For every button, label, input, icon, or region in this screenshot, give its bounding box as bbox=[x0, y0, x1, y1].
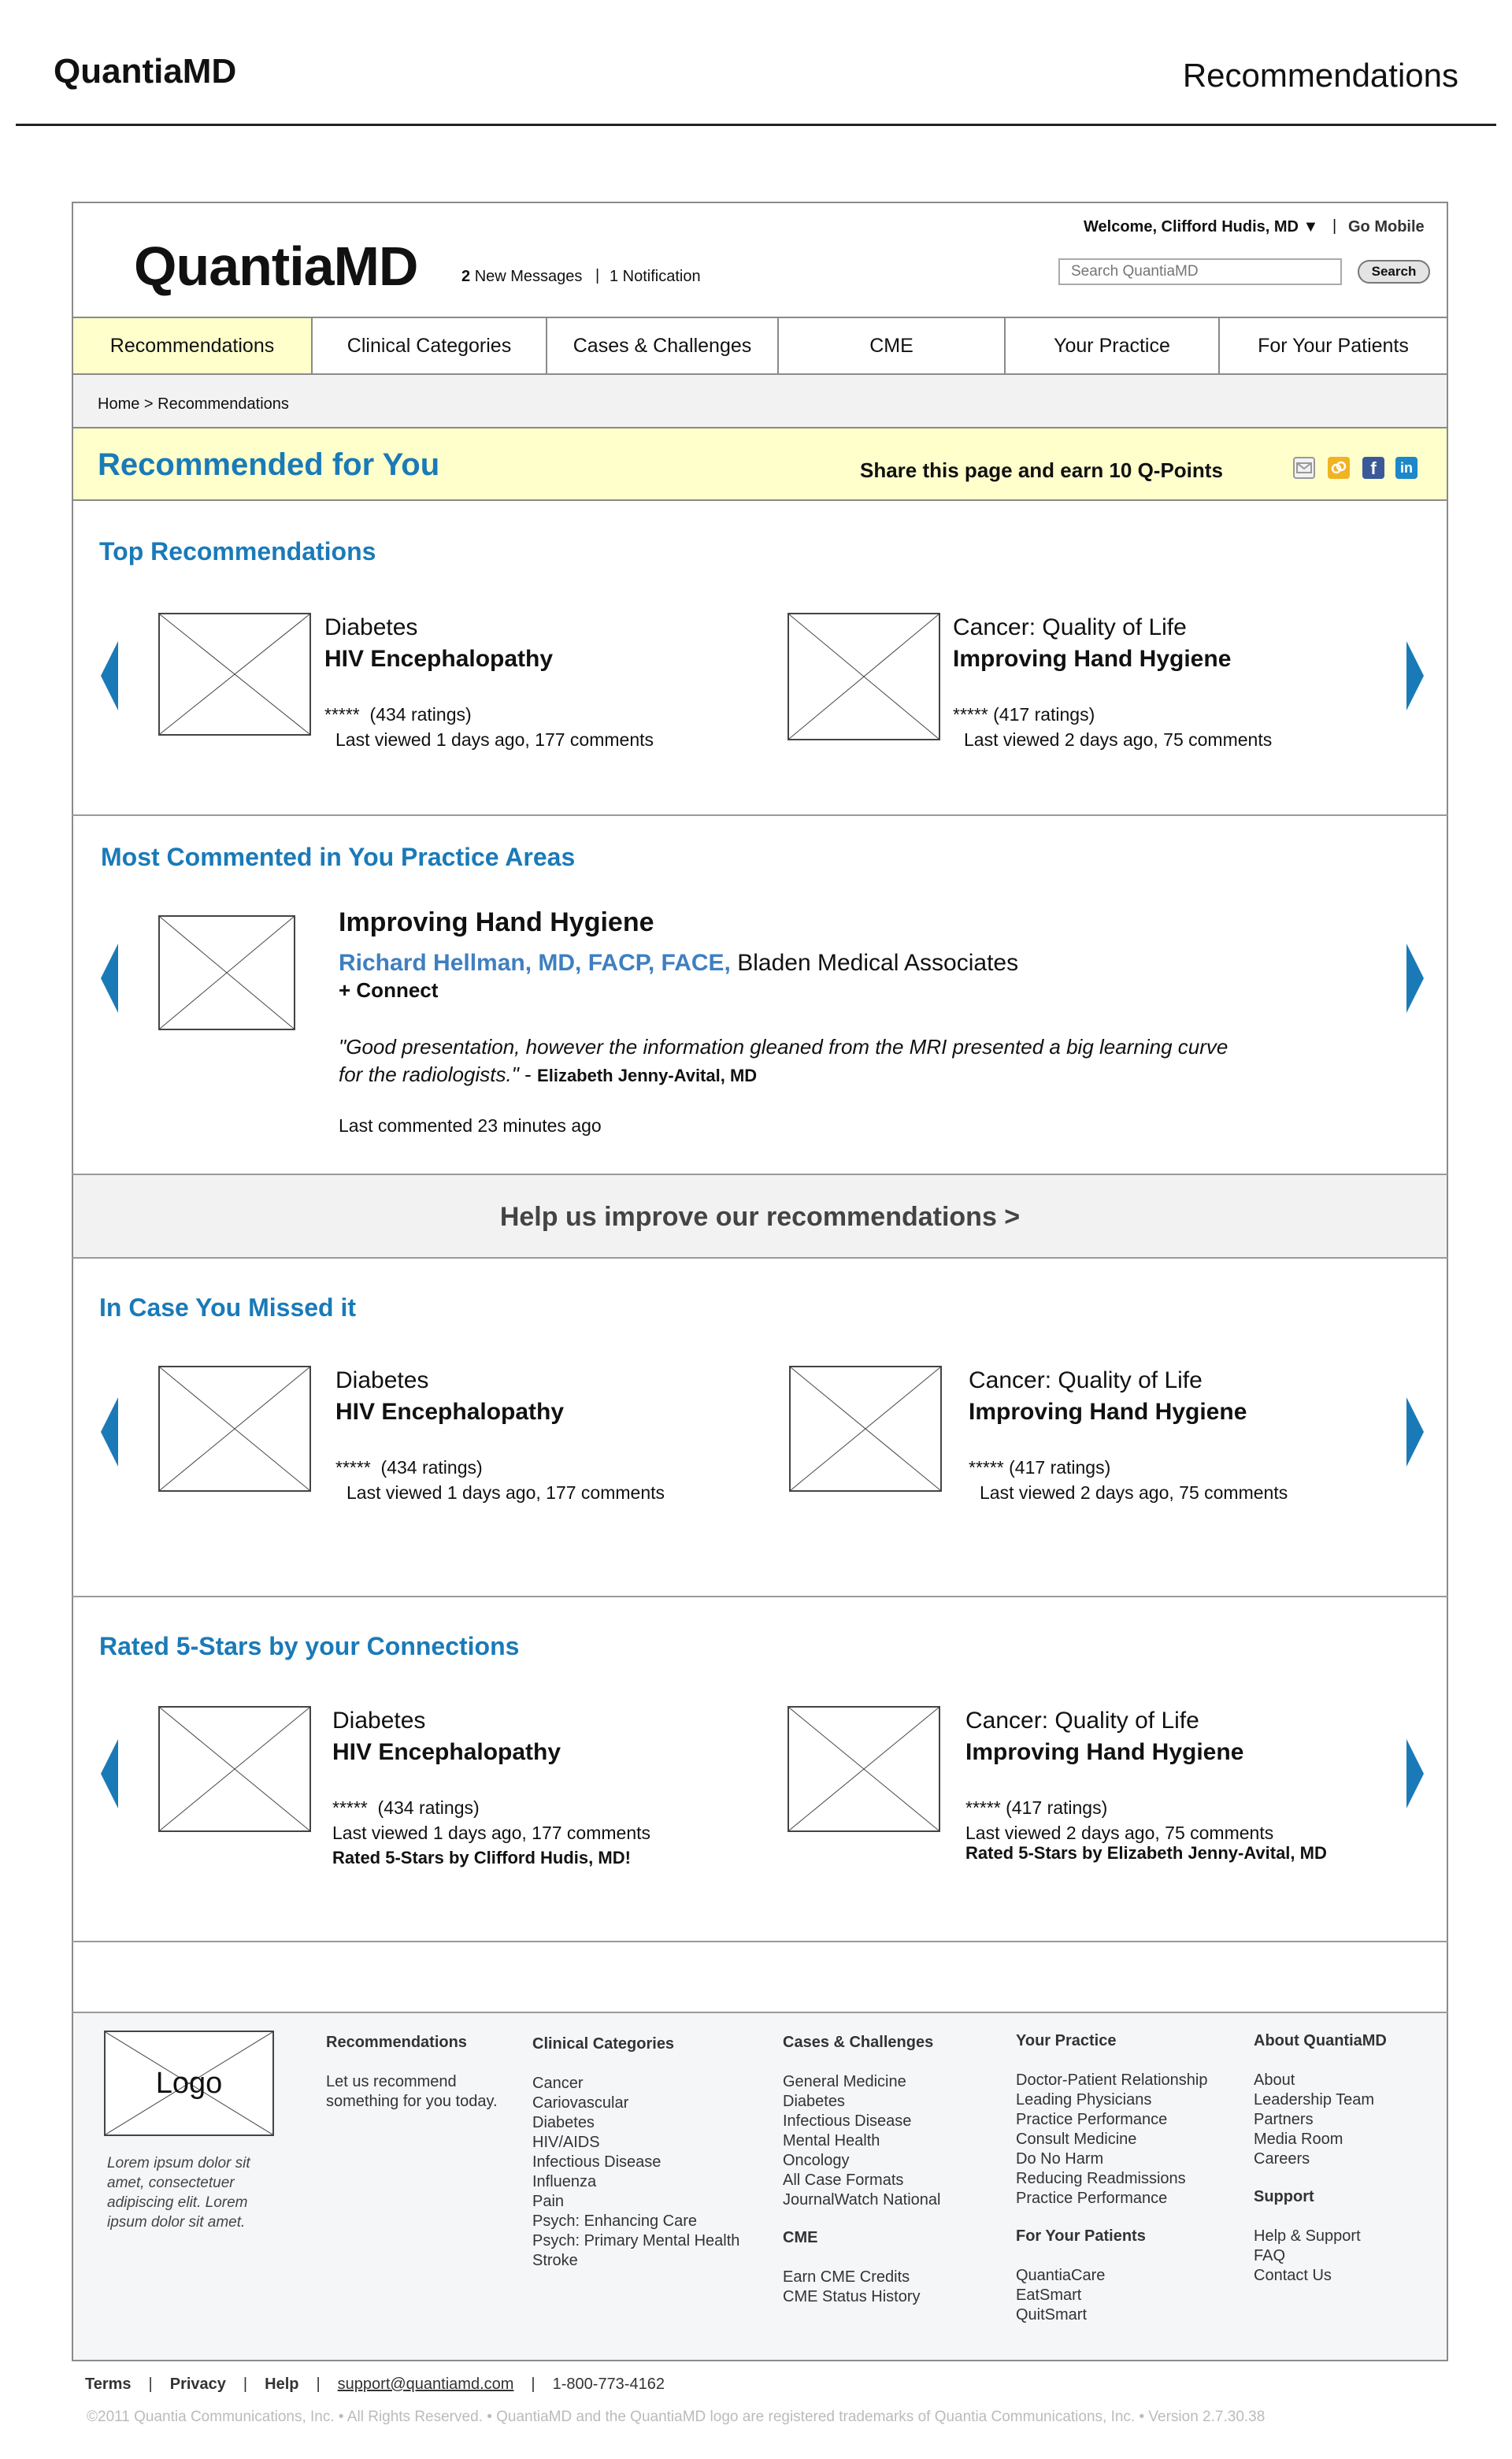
tab-your-practice[interactable]: Your Practice bbox=[1006, 318, 1220, 373]
footer-link[interactable]: Cancer bbox=[532, 2075, 584, 2092]
thumbnail-placeholder[interactable] bbox=[788, 1706, 940, 1832]
footer-col-recommendations bbox=[326, 2034, 498, 2112]
tab-for-your-patients[interactable]: For Your Patients bbox=[1258, 334, 1409, 357]
item-category: Diabetes bbox=[335, 1367, 429, 1393]
quote-dash: - bbox=[524, 1063, 532, 1086]
footer-link[interactable]: CME Status History bbox=[783, 2288, 921, 2305]
linkedin-icon[interactable]: in bbox=[1395, 457, 1418, 479]
annotation-divider bbox=[16, 124, 1496, 126]
thumbnail-placeholder[interactable] bbox=[158, 613, 311, 736]
footer-link[interactable]: Practice Performance bbox=[1016, 2111, 1168, 2128]
quote-line: "Good presentation, however the information gleaned from the MRI presented a big learning curve bbox=[339, 1035, 1228, 1059]
footer-link[interactable]: Psych: Primary Mental Health bbox=[532, 2232, 740, 2249]
item-rating: ***** (417 ratings) bbox=[953, 704, 1095, 725]
go-mobile-link[interactable]: Go Mobile bbox=[1348, 218, 1425, 236]
carousel-next-arrow[interactable] bbox=[1406, 641, 1424, 710]
footer-logo[interactable] bbox=[104, 2031, 274, 2136]
footer-heading[interactable]: Cases & Challenges bbox=[783, 2034, 934, 2051]
carousel-prev-arrow[interactable] bbox=[101, 944, 118, 1013]
carousel-prev-arrow[interactable] bbox=[101, 641, 118, 710]
item-title[interactable]: HIV Encephalopathy bbox=[335, 1399, 565, 1425]
bottom-separator: | bbox=[148, 2376, 153, 2393]
page-title: Recommended for You bbox=[98, 447, 440, 482]
link-icon[interactable] bbox=[1328, 457, 1350, 479]
bottom-separator: | bbox=[243, 2376, 248, 2393]
section-divider bbox=[72, 814, 1448, 816]
item-rating: ***** (434 ratings) bbox=[335, 1457, 483, 1478]
footer-heading[interactable]: About QuantiaMD bbox=[1254, 2032, 1387, 2049]
author-org: Bladen Medical Associates bbox=[737, 950, 1019, 976]
thumbnail-placeholder[interactable] bbox=[789, 1366, 942, 1492]
terms-link[interactable]: Terms bbox=[85, 2376, 132, 2393]
breadcrumb[interactable]: Home > Recommendations bbox=[98, 395, 289, 413]
footer-col-cases bbox=[783, 2034, 940, 2307]
copyright: ©2011 Quantia Communications, Inc. • All Rights Reserved. • QuantiaMD and the QuantiaMD logo are registered trademarks of Quantia Communications, Inc. • Version 2.7.30.38 bbox=[87, 2409, 1266, 2425]
footer-link[interactable]: Do No Harm bbox=[1016, 2150, 1104, 2168]
footer-link[interactable]: FAQ bbox=[1254, 2247, 1286, 2264]
welcome-menu[interactable]: Welcome, Clifford Hudis, MD ▼ bbox=[1084, 218, 1319, 236]
footer-link[interactable]: Infectious Disease bbox=[783, 2112, 912, 2130]
quote bbox=[339, 1033, 1228, 1089]
tab-recommendations[interactable]: Recommendations bbox=[73, 318, 313, 373]
item-meta: Last viewed 2 days ago, 75 comments bbox=[965, 1823, 1274, 1843]
footer-heading[interactable]: CME bbox=[783, 2229, 818, 2246]
last-commented: Last commented 23 minutes ago bbox=[339, 1115, 602, 1136]
footer-link[interactable]: EatSmart bbox=[1016, 2287, 1082, 2304]
rated-by: Rated 5-Stars by Elizabeth Jenny-Avital, MD bbox=[965, 1843, 1327, 1863]
search-button[interactable]: Search bbox=[1358, 260, 1430, 284]
support-email-link[interactable]: support@quantiamd.com bbox=[337, 2376, 514, 2393]
lorem-line: ipsum dolor sit amet. bbox=[107, 2214, 246, 2231]
item-rating: ***** (434 ratings) bbox=[332, 1797, 480, 1818]
footer-lorem bbox=[107, 2153, 250, 2232]
search-input[interactable] bbox=[1058, 258, 1342, 285]
section-divider bbox=[72, 1596, 1448, 1597]
footer-link[interactable]: Reducing Readmissions bbox=[1016, 2170, 1186, 2187]
share-text: Share this page and earn 10 Q-Points bbox=[860, 458, 1223, 482]
messages-count: 2 bbox=[461, 268, 471, 285]
annotation-page-name: Recommendations bbox=[1182, 57, 1458, 94]
author-line bbox=[339, 950, 1018, 977]
footer-heading[interactable]: Clinical Categories bbox=[532, 2035, 675, 2053]
item-title[interactable]: Improving Hand Hygiene bbox=[969, 1399, 1247, 1425]
improve-link[interactable]: Help us improve our recommendations > bbox=[499, 1202, 1021, 1232]
messages-label: New Messages bbox=[474, 268, 583, 285]
thumbnail-placeholder[interactable] bbox=[788, 613, 940, 740]
thumbnail-placeholder[interactable] bbox=[158, 1366, 311, 1492]
privacy-link[interactable]: Privacy bbox=[169, 2376, 226, 2393]
lorem-line: Lorem ipsum dolor sit bbox=[107, 2155, 250, 2172]
rated-title: Rated 5-Stars by your Connections bbox=[99, 1632, 520, 1660]
bottom-separator: | bbox=[531, 2376, 536, 2393]
footer-link[interactable]: HIV/AIDS bbox=[532, 2134, 600, 2151]
footer-link[interactable]: QuitSmart bbox=[1016, 2306, 1088, 2324]
item-meta: Last viewed 2 days ago, 75 comments bbox=[980, 1482, 1288, 1503]
annotation-app-name: QuantiaMD bbox=[54, 52, 237, 91]
item-title[interactable]: HIV Encephalopathy bbox=[324, 646, 554, 672]
item-title[interactable]: Improving Hand Hygiene bbox=[339, 907, 654, 937]
item-rating: ***** (434 ratings) bbox=[324, 704, 472, 725]
connect-button[interactable]: + Connect bbox=[339, 978, 439, 1002]
header-separator: | bbox=[1332, 217, 1337, 235]
footer-link[interactable]: QuantiaCare bbox=[1016, 2267, 1106, 2284]
quote-author[interactable]: Elizabeth Jenny-Avital, MD bbox=[537, 1066, 758, 1085]
thumbnail-placeholder[interactable] bbox=[158, 915, 295, 1030]
footer-link[interactable]: something for you today. bbox=[326, 2093, 498, 2110]
footer-link[interactable]: Partners bbox=[1254, 2111, 1314, 2128]
author-name[interactable]: Richard Hellman, MD, FACP, FACE, bbox=[339, 950, 731, 976]
footer-col-clinical bbox=[532, 2035, 739, 2271]
footer-link[interactable]: Earn CME Credits bbox=[783, 2268, 910, 2286]
footer-col-about bbox=[1254, 2032, 1387, 2286]
lorem-line: amet, consectetuer bbox=[107, 2175, 235, 2191]
missed-title: In Case You Missed it bbox=[99, 1293, 357, 1322]
top-recommendations-title: Top Recommendations bbox=[99, 537, 376, 566]
carousel-next-arrow[interactable] bbox=[1406, 1397, 1424, 1467]
quote-text: for the radiologists." bbox=[339, 1063, 519, 1086]
section-divider bbox=[72, 1257, 1448, 1259]
item-meta: Last viewed 1 days ago, 177 comments bbox=[332, 1823, 651, 1843]
footer-link[interactable]: Diabetes bbox=[532, 2114, 595, 2131]
footer-link[interactable]: Pain bbox=[532, 2193, 565, 2210]
email-icon[interactable] bbox=[1293, 457, 1315, 479]
bottom-links bbox=[85, 2376, 665, 2394]
footer-link[interactable]: Diabetes bbox=[783, 2093, 845, 2110]
footer-link[interactable]: Psych: Enhancing Care bbox=[532, 2212, 698, 2230]
carousel-next-arrow[interactable] bbox=[1406, 944, 1424, 1013]
item-title[interactable]: Improving Hand Hygiene bbox=[953, 646, 1232, 672]
footer-link[interactable]: JournalWatch National bbox=[783, 2191, 941, 2209]
footer-link[interactable]: About bbox=[1254, 2071, 1295, 2089]
item-meta: Last viewed 1 days ago, 177 comments bbox=[335, 729, 654, 750]
carousel-next-arrow[interactable] bbox=[1406, 1739, 1424, 1808]
item-title[interactable]: Improving Hand Hygiene bbox=[965, 1739, 1244, 1765]
footer-link[interactable]: Stroke bbox=[532, 2252, 578, 2269]
tab-cme[interactable]: CME bbox=[779, 318, 1006, 373]
section-divider bbox=[72, 1941, 1448, 1942]
carousel-prev-arrow[interactable] bbox=[101, 1397, 118, 1467]
footer-link[interactable]: Mental Health bbox=[783, 2132, 880, 2149]
item-rating: ***** (417 ratings) bbox=[965, 1797, 1108, 1818]
site-logo[interactable]: QuantiaMD bbox=[134, 236, 418, 297]
footer-link[interactable]: Consult Medicine bbox=[1016, 2131, 1137, 2148]
footer-link[interactable]: General Medicine bbox=[783, 2073, 906, 2090]
item-title[interactable]: HIV Encephalopathy bbox=[332, 1739, 561, 1765]
rated-by: Rated 5-Stars by Clifford Hudis, MD! bbox=[332, 1848, 631, 1867]
footer-link[interactable]: Cariovascular bbox=[532, 2094, 629, 2112]
footer-link[interactable]: Practice Performance bbox=[1016, 2190, 1168, 2207]
item-meta: Last viewed 2 days ago, 75 comments bbox=[964, 729, 1273, 750]
footer-heading[interactable]: Your Practice bbox=[1016, 2032, 1117, 2049]
carousel-prev-arrow[interactable] bbox=[101, 1739, 118, 1808]
footer-link[interactable]: All Case Formats bbox=[783, 2172, 904, 2189]
footer-link[interactable]: Media Room bbox=[1254, 2131, 1343, 2148]
item-category: Cancer: Quality of Life bbox=[965, 1708, 1199, 1734]
footer-link[interactable]: Doctor-Patient Relationship bbox=[1016, 2071, 1208, 2089]
footer-link[interactable]: Help & Support bbox=[1254, 2227, 1361, 2245]
quote-line bbox=[339, 1061, 1228, 1089]
footer-col-practice bbox=[1016, 2032, 1207, 2325]
footer-logo-label: Logo bbox=[155, 2067, 223, 2100]
footer bbox=[73, 2013, 1447, 2360]
footer-link[interactable]: Leadership Team bbox=[1254, 2091, 1375, 2109]
item-meta: Last viewed 1 days ago, 177 comments bbox=[346, 1482, 665, 1503]
phone-number: 1-800-773-4162 bbox=[552, 2376, 665, 2393]
messages-link[interactable] bbox=[461, 268, 582, 286]
item-category: Diabetes bbox=[324, 614, 418, 640]
item-rating: ***** (417 ratings) bbox=[969, 1457, 1111, 1478]
footer-link[interactable]: Influenza bbox=[532, 2173, 597, 2190]
item-category: Diabetes bbox=[332, 1708, 426, 1734]
tab-cases-challenges[interactable]: Cases & Challenges bbox=[547, 318, 779, 373]
footer-link[interactable]: Contact Us bbox=[1254, 2267, 1332, 2284]
footer-link[interactable]: Infectious Disease bbox=[532, 2153, 662, 2171]
item-category: Cancer: Quality of Life bbox=[953, 614, 1187, 640]
item-category: Cancer: Quality of Life bbox=[969, 1367, 1203, 1393]
footer-link[interactable]: Let us recommend bbox=[326, 2073, 457, 2090]
facebook-icon[interactable]: f bbox=[1362, 457, 1384, 479]
footer-link[interactable]: Careers bbox=[1254, 2150, 1310, 2168]
footer-heading[interactable]: Support bbox=[1254, 2188, 1314, 2205]
notifications-link[interactable]: 1 Notification bbox=[610, 268, 701, 285]
bottom-separator: | bbox=[316, 2376, 321, 2393]
help-link[interactable]: Help bbox=[265, 2376, 299, 2393]
footer-link[interactable]: Leading Physicians bbox=[1016, 2091, 1152, 2109]
thumbnail-placeholder[interactable] bbox=[158, 1706, 311, 1832]
footer-heading[interactable]: For Your Patients bbox=[1016, 2227, 1146, 2245]
footer-heading[interactable]: Recommendations bbox=[326, 2034, 467, 2051]
tab-clinical-categories[interactable]: Clinical Categories bbox=[313, 318, 547, 373]
header-separator: | bbox=[595, 267, 600, 284]
lorem-line: adipiscing elit. Lorem bbox=[107, 2194, 248, 2211]
most-commented-title: Most Commented in You Practice Areas bbox=[101, 843, 576, 871]
footer-link[interactable]: Oncology bbox=[783, 2152, 850, 2169]
